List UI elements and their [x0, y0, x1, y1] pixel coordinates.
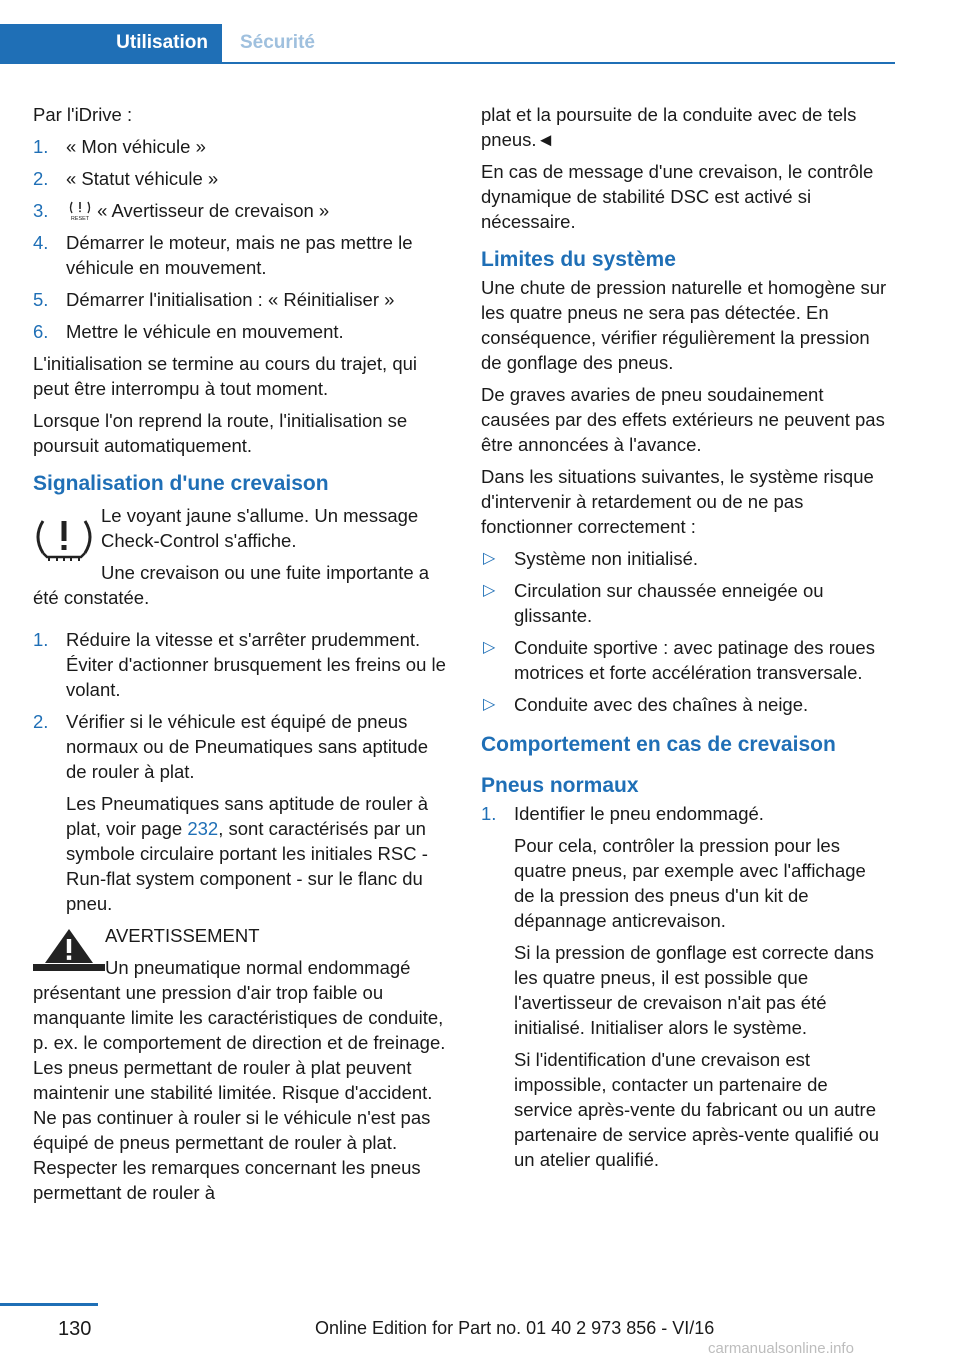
- list-item: 5. Démarrer l'initialisation : « Réinitialiser »: [33, 289, 395, 310]
- warning-block: [33, 923, 451, 1205]
- limits-paragraph-2: De graves avaries de pneu soudainement causées par des effets extérieurs ne peuvent pas être annoncées à l'avance.: [481, 384, 885, 455]
- list-item: 2. Vérifier si le véhicule est équipé de pneus normaux ou de Pneumatiques sans aptitude de rouler à plat. Les Pneumatiques sans aptitude de rouler à plat, voir page 232, sont caractérisés par un symbole circulaire portant les initiales RSC - Run-flat system component - sur le flanc du pneu.: [33, 709, 451, 916]
- paragraph-dsc: En cas de message d'une crevaison, le contrôle dynamique de stabilité DSC est activé si nécessaire.: [481, 161, 874, 232]
- list-item: 1. Identifier le pneu endommagé. Pour cela, contrôler la pression pour les quatre pneus, par exemple avec l'affichage de la pression des pneus d'un kit de dépannage anticrevaison. Si la pression de gonflage est correcte dans les quatre pneus, il est possible que l'avertisseur de crevaison n'ait pas été initialisé. Initialiser alors le système. Si l'identification d'une crevaison est impossible, contacter un partenaire de service après-vente du fabricant ou un autre partenaire de service après-vente qualifié ou un atelier qualifié.: [481, 801, 891, 1172]
- limits-bullet-list: [481, 546, 891, 717]
- list-item: ▷ Conduite sportive : avec patinage des roues motrices et forte accélération transversale.: [483, 637, 875, 683]
- triangle-bullet-icon: ▷: [483, 696, 496, 713]
- paragraph-init-end: L'initialisation se termine au cours du trajet, qui peut être interrompu à tout moment.: [33, 353, 418, 399]
- warning-continuation: plat et la poursuite de la conduite avec de tels pneus.◄: [481, 104, 857, 150]
- puncture-detected-text: Une crevaison ou une fuite importante a été constatée.: [33, 562, 430, 608]
- step1-sub-3: Si l'identification d'une crevaison est impossible, contacter un partenaire de service après-vente du fabricant ou un autre partenaire de service après-vente qualifié ou un atelier qualifié.: [514, 1049, 880, 1170]
- tab-securite[interactable]: Sécurité: [240, 32, 315, 53]
- tab-utilisation[interactable]: Utilisation: [0, 24, 222, 62]
- tire-pressure-reset-icon: [68, 199, 92, 221]
- step1-sub-2: Si la pression de gonflage est correcte dans les quatre pneus, il est possible que l'avertisseur de crevaison n'ait pas été initialisé. Initialiser alors le système.: [514, 942, 874, 1038]
- heading-puncture-behaviour: Comportement en cas de crevaison: [481, 733, 836, 756]
- idrive-steps-list: [33, 134, 451, 344]
- list-item: ▷ Système non initialisé.: [483, 548, 699, 569]
- edition-info: Online Edition for Part no. 01 40 2 973 856 - VI/16: [315, 1318, 715, 1338]
- puncture-steps-list: [33, 627, 451, 916]
- triangle-bullet-icon: ▷: [483, 639, 496, 656]
- heading-puncture-signal: Signalisation d'une crevaison: [33, 472, 329, 495]
- right-column: [481, 102, 891, 1179]
- list-item: 4. Démarrer le moteur, mais ne pas mettre le véhicule en mouvement.: [33, 232, 413, 278]
- svg-text:RESET: RESET: [70, 216, 90, 221]
- step1-sub-1: Pour cela, contrôler la pression pour les quatre pneus, par exemple avec l'affichage de la pression des pneus d'un kit de dépannage anticrevaison.: [514, 835, 866, 931]
- list-item: ▷ Conduite avec des chaînes à neige.: [483, 694, 809, 715]
- footer-rule: [0, 1303, 98, 1306]
- heading-system-limits: Limites du système: [481, 248, 676, 271]
- heading-normal-tyres: Pneus normaux: [481, 774, 639, 797]
- tire-pressure-warning-icon: [33, 507, 95, 569]
- warning-triangle-icon: [33, 927, 105, 971]
- page-number: 130: [58, 1318, 92, 1340]
- list-item: 1. « Mon véhicule »: [33, 136, 206, 157]
- list-item: ▷ Circulation sur chaussée enneigée ou glissante.: [483, 580, 824, 626]
- triangle-bullet-icon: ▷: [483, 550, 496, 567]
- triangle-bullet-icon: ▷: [483, 582, 496, 599]
- intro-text: Par l'iDrive :: [33, 104, 133, 125]
- limits-paragraph-1: Une chute de pression naturelle et homogène sur les quatre pneus ne sera pas détectée. En conséquence, vérifier régulièrement la pression de gonflage des pneus.: [481, 277, 887, 373]
- warning-title: AVERTISSEMENT: [105, 925, 260, 946]
- section-tab-bar: [0, 24, 895, 64]
- list-item: 6. Mettre le véhicule en mouvement.: [33, 321, 344, 342]
- list-item: 2. « Statut véhicule »: [33, 168, 219, 189]
- list-item: 3. RESET « Avertisseur de crevaison »: [33, 200, 330, 221]
- page-link-232[interactable]: 232: [187, 818, 219, 839]
- limits-paragraph-3: Dans les situations suivantes, le système risque d'intervenir à retardement ou de ne pas fonctionner correctement :: [481, 466, 874, 537]
- watermark: carmanualsonline.info: [708, 1340, 854, 1357]
- paragraph-init-resume: Lorsque l'on reprend la route, l'initialisation se poursuit automatiquement.: [33, 410, 408, 456]
- list-item: 1. Réduire la vitesse et s'arrêter prudemment. Éviter d'actionner brusquement les freins ou le volant.: [33, 629, 446, 700]
- puncture-lamp-text: Le voyant jaune s'allume. Un message Check-Control s'affiche.: [101, 505, 419, 551]
- left-column: [33, 102, 451, 1212]
- runflat-note: Les Pneumatiques sans aptitude de rouler à plat, voir page 232, sont caractérisés par un symbole circulaire portant les initiales RSC - Run-flat system component - sur le flanc du pneu.: [66, 793, 429, 914]
- warning-body: Un pneumatique normal endommagé présentant une pression d'air trop faible ou manquante limite les caractéristiques de conduite, p. ex. le comportement de direction et de freinage. Les pneus permettant de rouler à plat peuvent maintenir une stabilité limitée. Risque d'accident. Ne pas continuer à rouler si le véhicule n'est pas équipé de pneus permettant de rouler à plat. Respecter les remarques concernant les pneus permettant de rouler à: [33, 957, 446, 1203]
